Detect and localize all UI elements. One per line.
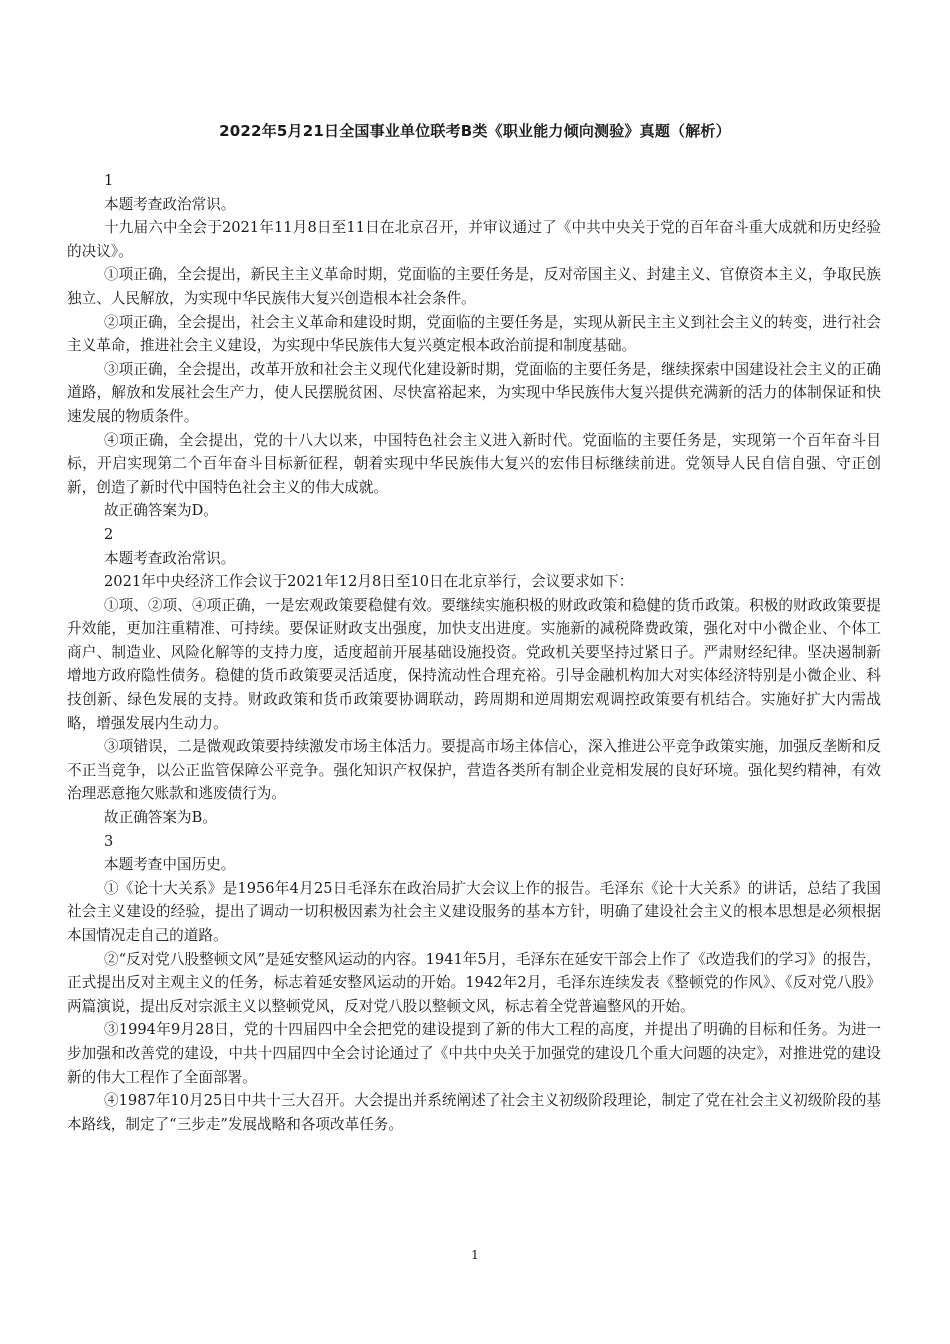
paragraph: 故正确答案为D。 [104,502,218,520]
paragraph: ③项错误，二是微观政策要持续激发市场主体活力。要提高市场主体信心，深入推进公平竞争政策实施，加强反垄断和反不正当竞争，以公正监管保障公平竞争。强化知识产权保护，营造各类所有制企业竞相发展的良好环境。强化契约精神，有效治理恶意拖欠账款和逃废债行为。 [67,738,881,803]
paragraph: ③项正确，全会提出，改革开放和社会主义现代化建设新时期，党面临的主要任务是，继续探索中国建设社会主义的正确道路，解放和发展社会生产力，使人民摆脱贫困、尽快富裕起来，为实现中华民族伟大复兴提供充满新的活力的体制保证和快速发展的物质条件。 [67,360,881,425]
paragraph: 本题考查政治常识。 [104,549,236,567]
page-title: 2022年5月21日全国事业单位联考B类《职业能力倾向测验》真题（解析） [219,122,731,140]
paragraph: 2021年中央经济工作会议于2021年12月8日至10日在北京举行，会议要求如下： [104,573,634,591]
page-number: 1 [471,1248,479,1262]
question-number: 1 [104,172,114,189]
question-number: 2 [104,525,114,543]
paragraph: 本题考查政治常识。 [104,195,236,213]
paragraph: ①项正确，全会提出，新民主主义革命时期，党面临的主要任务是，反对帝国主义、封建主义、官僚资本主义，争取民族独立、人民解放，为实现中华民族伟大复兴创造根本社会条件。 [67,266,881,307]
paragraph: ③1994年9月28日，党的十四届四中全会把党的建设提到了新的伟大工程的高度，并提出了明确的目标和任务。为进一步加强和改善党的建设，中共十四届四中全会讨论通过了《中共中央关于加强党的建设几个重大问题的决定》，对推进党的建设新的伟大工程作了全面部署。 [67,1021,881,1086]
paragraph: ①《论十大关系》是1956年4月25日毛泽东在政治局扩大会议上作的报告。毛泽东《论十大关系》的讲话，总结了我国社会主义建设的经验，提出了调动一切积极因素为社会主义建设服务的基本方针，明确了建设社会主义的根本思想是必须根据本国情况走自己的道路。 [67,879,881,944]
paragraph: ②项正确，全会提出，社会主义革命和建设时期，党面临的主要任务是，实现从新民主主义到社会主义的转变，进行社会主义革命，推进社会主义建设，为实现中华民族伟大复兴奠定根本政治前提和制度基础。 [67,313,881,355]
paragraph: ④1987年10月25日中共十三大召开。大会提出并系统阐述了社会主义初级阶段理论，制定了党在社会主义初级阶段的基本路线，制定了“三步走”发展战略和各项改革任务。 [67,1092,881,1133]
question-number: 3 [104,832,114,850]
paragraph: 十九届六中全会于2021年11月8日至11日在北京召开，并审议通过了《中共中央关于党的百年奋斗重大成就和历史经验的决议》。 [67,219,881,260]
paragraph: ②“反对党八股整顿文风”是延安整风运动的内容。1941年5月，毛泽东在延安干部会上作了《改造我们的学习》的报告，正式提出反对主观主义的任务，标志着延安整风运动的开始。1942年2月，毛泽东连续发表《整顿党的作风》、《反对党八股》两篇演说，提出反对宗派主义以整顿党风，反对党八股以整顿文风，标志着全党普遍整风的开始。 [67,950,881,1015]
paragraph: 本题考查中国历史。 [104,856,236,874]
paragraph: ④项正确，全会提出，党的十八大以来，中国特色社会主义进入新时代。党面临的主要任务是，实现第一个百年奋斗目标，开启实现第二个百年奋斗目标新征程，朝着实现中华民族伟大复兴的宏伟目标继续前进。党领导人民自信自强、守正创新，创造了新时代中国特色社会主义的伟大成就。 [67,431,881,496]
paragraph: 故正确答案为B。 [104,809,217,827]
document-body [67,169,881,1136]
paragraph: ①项、②项、④项正确，一是宏观政策要稳健有效。要继续实施积极的财政政策和稳健的货币政策。积极的财政政策要提升效能，更加注重精准、可持续。要保证财政支出强度，加快支出进度。实施新的减税降费政策，强化对中小微企业、个体工商户、制造业、风险化解等的支持力度，适度超前开展基础设施投资。党政机关要坚持过紧日子。严肃财经纪律。坚决遏制新增地方政府隐性债务。稳健的货币政策要灵活适度，保持流动性合理充裕。引导金融机构加大对实体经济特别是小微企业、科技创新、绿色发展的支持。财政政策和货币政策要协调联动，跨周期和逆周期宏观调控政策要有机结合。实施好扩大内需战略，增强发展内生动力。 [67,596,881,732]
